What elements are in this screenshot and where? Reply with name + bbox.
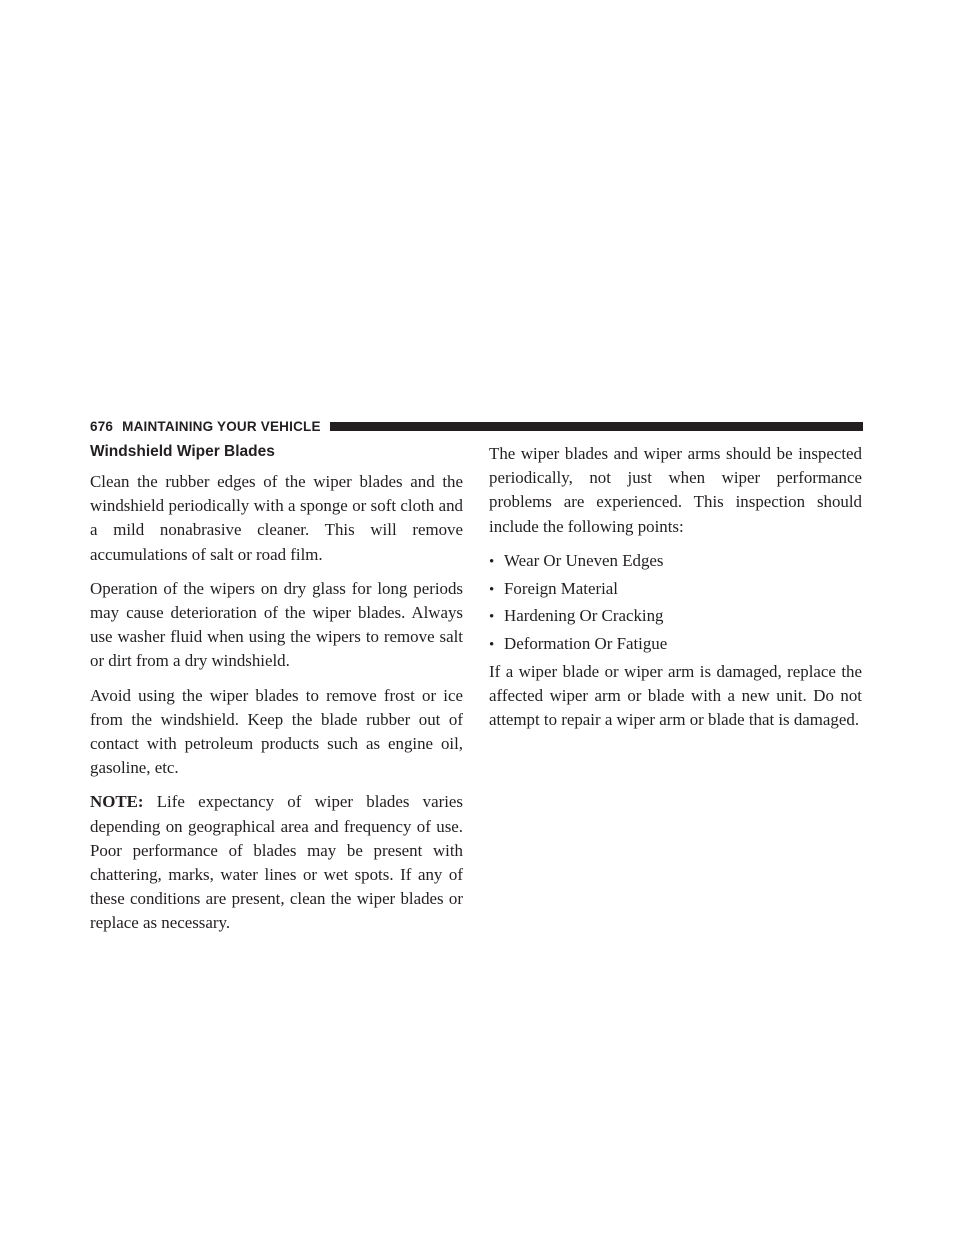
bullet-icon: • (489, 553, 495, 570)
list-item (489, 577, 862, 601)
note-paragraph (90, 790, 463, 935)
bullet-icon: • (489, 581, 495, 598)
page-number: 676 (90, 418, 114, 434)
bullet-icon: • (489, 609, 495, 626)
paragraph-damage: If a wiper blade or wiper arm is damaged, replace the affected wiper arm or blade with a new unit. Do not attempt to repair a wiper arm or blade that is damaged. (489, 661, 862, 729)
paragraph-frost-ice: Avoid using the wiper blades to remove frost or ice from the windshield. Keep the blade rubber out of contact with petroleum products such as engine oil, gasoline, etc. (90, 685, 463, 778)
list-item (489, 604, 862, 628)
note-label: NOTE: (90, 792, 144, 812)
section-heading: Windshield Wiper Blades (90, 443, 275, 460)
inspection-list (489, 549, 862, 656)
list-item-text: Foreign Material (504, 578, 618, 598)
list-item-text: Deformation Or Fatigue (504, 633, 668, 653)
note-text: Life expectancy of wiper blades varies depending on geographical area and frequency of use. Poor performance of blades may be present with chattering, marks, water lines or wet spots. If any of these conditions are present, clean the wiper blades or replace as necessary. (90, 792, 463, 933)
paragraph-inspection-intro: The wiper blades and wiper arms should be inspected periodically, not just when wiper performance problems are experienced. This inspection should include the following points: (489, 444, 862, 536)
left-column (90, 442, 463, 946)
list-item (489, 632, 862, 656)
list-item-text: Hardening Or Cracking (504, 606, 664, 626)
paragraph-dry-glass: Operation of the wipers on dry glass for long periods may cause deterioration of the wiper blades. Always use washer fluid when using the wipers to remove salt or dirt from a dry windshield. (90, 578, 463, 671)
bullet-icon: • (489, 636, 495, 653)
running-header (90, 417, 863, 435)
section-title: MAINTAINING YOUR VEHICLE (122, 418, 321, 434)
paragraph-cleaning: Clean the rubber edges of the wiper blades and the windshield periodically with a sponge or soft cloth and a mild nonabrasive cleaner. This will remove accumulations of salt or road film. (90, 472, 463, 564)
list-item-text: Wear Or Uneven Edges (504, 550, 664, 570)
list-item (489, 549, 862, 573)
right-column (489, 442, 862, 742)
header-rule (330, 422, 863, 431)
